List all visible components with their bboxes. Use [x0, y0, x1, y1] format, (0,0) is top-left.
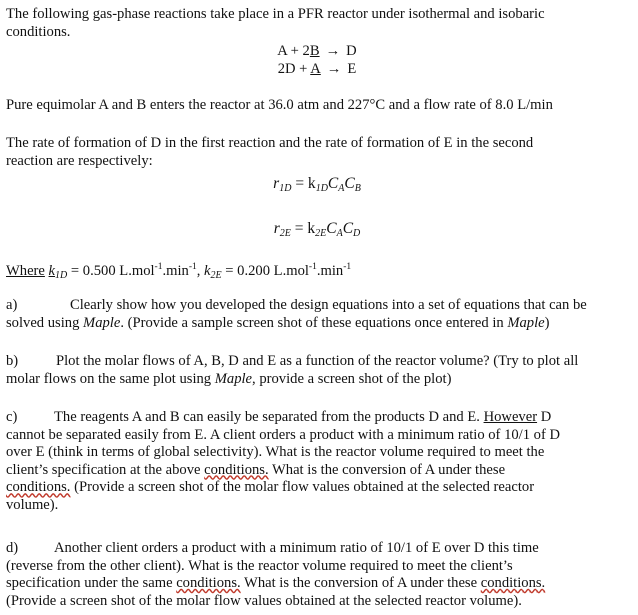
reactant-b-underlined: B: [309, 43, 320, 59]
rate-constants: Where $k_{1D} = 0.500$ $L.mol^{-1}.\min^{-1}$, $k_{2E} = 0.200$ $L.mol^{-1}.\min^{-1}$: [6, 262, 352, 281]
feed-statement: Pure equimolar A and B enters the reactor at 36.0 atm and 227°C and a flow rate of 8.0 L/min: [6, 97, 553, 113]
reaction-1: A + 2B → D: [277, 43, 357, 59]
reaction-arrow-1: →: [325, 43, 341, 59]
question-d: d) Another client orders a product with a minimum ratio of 10/1 of E over D this time (reverse from the other client). What is the reactor volume required to meet the client’s specification under the same conditions. What is the conversion of A under these conditions. (Provide a screen shot of the molar flow values obtained at the selected reactor volume).: [6, 540, 546, 609]
however-underlined: However: [483, 409, 538, 425]
question-c-label: c): [6, 409, 18, 425]
reaction-arrow-2: →: [326, 61, 342, 77]
intro-line-2: conditions.: [6, 23, 71, 40]
reaction-2: 2D + A → E: [277, 61, 357, 77]
rate-equation-1: $r_{1D} = k_{1D}C_AC_B$: [273, 175, 361, 194]
question-c: c) The reagents A and B can easily be separated from the products D and E. However D cannot be separated easily from E. A client orders a product with a minimum ratio of 10/1 of D over E (think in terms of global selectivity). What is the reactor volume required to meet the client’s specification at the above conditions. What is the conversion of A under these conditions. (Provide a screen shot of the molar flow values obtained at the selected reactor volume).: [6, 409, 561, 513]
intro-paragraph: [6, 6, 632, 41]
question-a: a) Clearly show how you developed the design equations into a set of equations that can be solved using Maple. (Provide a sample screen shot of these equations once entered in Maple): [6, 297, 587, 331]
question-b: b) Plot the molar flows of A, B, D and E as a function of the reactor volume? (Try to plot all molar flows on the same plot using Maple, provide a screen shot of the plot): [6, 353, 579, 387]
question-b-label: b): [6, 353, 19, 369]
where-label: Where: [6, 263, 45, 279]
question-d-label: d): [6, 540, 19, 556]
reactant-a-underlined: A: [310, 61, 321, 77]
rate-equation-2: $r_{2E} = k_{2E}C_AC_D$: [273, 220, 361, 239]
intro-line-1: The following gas-phase reactions take place in a PFR reactor under isothermal and isobaric: [6, 6, 545, 22]
rate-intro-paragraph: The rate of formation of D in the first reaction and the rate of formation of E in the second reaction are respectively:: [6, 135, 534, 169]
question-a-label: a): [6, 297, 18, 313]
